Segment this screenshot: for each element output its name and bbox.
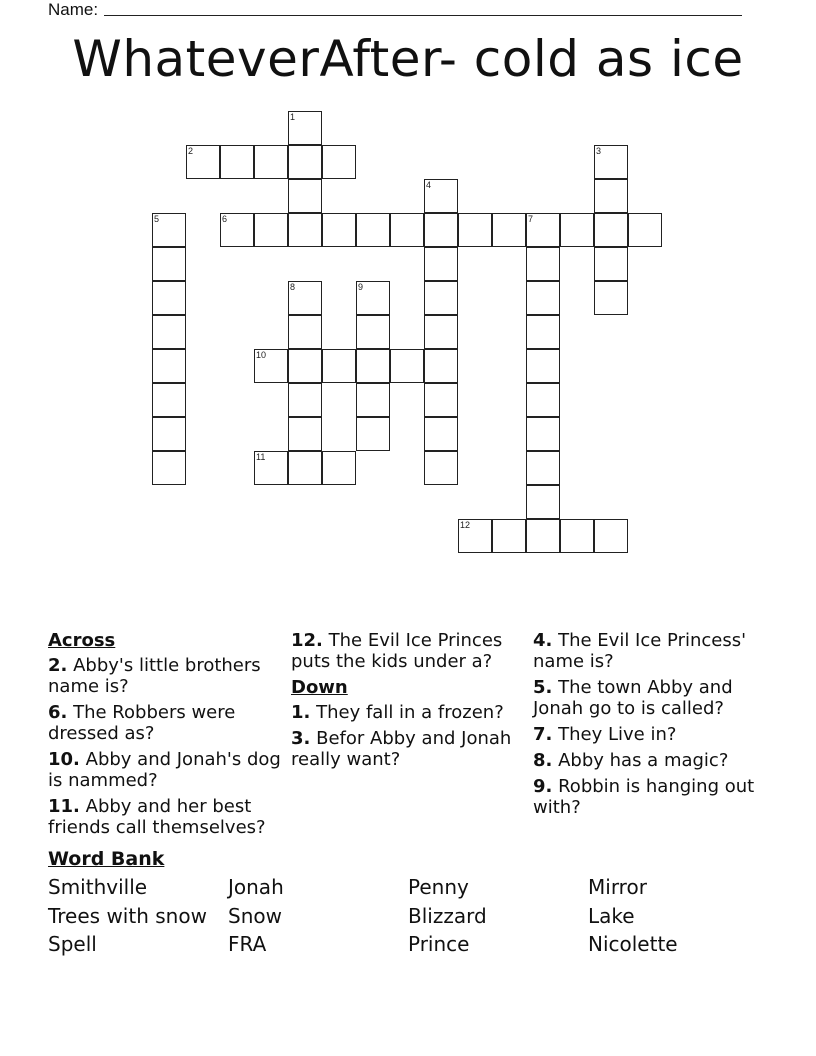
clue-text: Abby's little brothers name is?: [48, 655, 261, 697]
crossword-cell[interactable]: [254, 349, 288, 383]
crossword-cell[interactable]: [152, 417, 186, 451]
clue-number: 6.: [48, 702, 68, 723]
cell-number: 12: [460, 520, 471, 530]
clue-text: They Live in?: [558, 724, 677, 745]
crossword-cell[interactable]: [594, 519, 628, 553]
crossword-cell[interactable]: [526, 451, 560, 485]
cell-number: 3: [596, 146, 602, 156]
crossword-cell[interactable]: [152, 213, 186, 247]
clue-number: 5.: [533, 677, 553, 698]
crossword-cell[interactable]: [356, 349, 390, 383]
crossword-cell[interactable]: [526, 485, 560, 519]
crossword-cell[interactable]: [424, 451, 458, 485]
cell-number: 1: [290, 112, 296, 122]
crossword-cell[interactable]: [322, 213, 356, 247]
clue-number: 3.: [291, 728, 311, 749]
crossword-cell[interactable]: [390, 213, 424, 247]
word-bank-item: Mirror: [588, 875, 647, 899]
crossword-cell[interactable]: [526, 349, 560, 383]
crossword-cell[interactable]: [628, 213, 662, 247]
clue-down-8: [533, 750, 763, 771]
clue-down-7: [533, 724, 763, 745]
word-bank-item: FRA: [228, 932, 267, 956]
clue-text: Abby and her best friends call themselves?: [48, 796, 266, 838]
crossword-cell[interactable]: [254, 145, 288, 179]
clue-across-11: [48, 796, 284, 838]
clue-across-6: [48, 702, 284, 744]
crossword-cell[interactable]: [356, 213, 390, 247]
word-bank-item: Blizzard: [408, 904, 487, 928]
word-bank-item: Prince: [408, 932, 470, 956]
crossword-cell[interactable]: [492, 213, 526, 247]
crossword-cell[interactable]: [594, 281, 628, 315]
crossword-cell[interactable]: [220, 145, 254, 179]
cell-number: 9: [358, 282, 364, 292]
crossword-cell[interactable]: [356, 383, 390, 417]
crossword-cell[interactable]: [322, 451, 356, 485]
clue-across-10: [48, 749, 284, 791]
clue-text: Abby has a magic?: [558, 750, 729, 771]
puzzle-title: WhateverAfter- cold as ice: [72, 30, 744, 88]
crossword-cell[interactable]: [526, 281, 560, 315]
crossword-cell[interactable]: [288, 315, 322, 349]
clue-number: 7.: [533, 724, 553, 745]
crossword-cell[interactable]: [288, 179, 322, 213]
crossword-cell[interactable]: [424, 213, 458, 247]
crossword-cell[interactable]: [458, 213, 492, 247]
word-bank-item: Jonah: [228, 875, 284, 899]
crossword-cell[interactable]: [322, 349, 356, 383]
crossword-cell[interactable]: [526, 315, 560, 349]
cell-number: 8: [290, 282, 296, 292]
crossword-cell[interactable]: [492, 519, 526, 553]
crossword-cell[interactable]: [424, 349, 458, 383]
crossword-cell[interactable]: [594, 179, 628, 213]
word-bank-item: Smithville: [48, 875, 148, 899]
crossword-cell[interactable]: [594, 213, 628, 247]
crossword-cell[interactable]: [152, 451, 186, 485]
name-label: Name:: [48, 0, 99, 19]
crossword-cell[interactable]: [560, 213, 594, 247]
crossword-cell[interactable]: [288, 451, 322, 485]
crossword-cell[interactable]: [152, 281, 186, 315]
clue-number: 9.: [533, 776, 553, 797]
clue-number: 4.: [533, 630, 553, 651]
crossword-cell[interactable]: [390, 349, 424, 383]
clue-text: Abby and Jonah's dog is nammed?: [48, 749, 281, 791]
crossword-cell[interactable]: [254, 213, 288, 247]
crossword-cell[interactable]: [288, 417, 322, 451]
crossword-cell[interactable]: [220, 213, 254, 247]
cell-number: 6: [222, 214, 228, 224]
cell-number: 11: [256, 452, 266, 462]
clue-text: The Evil Ice Princess' name is?: [533, 630, 747, 672]
clue-number: 8.: [533, 750, 553, 771]
word-bank-item: Lake: [588, 904, 635, 928]
crossword-cell[interactable]: [288, 213, 322, 247]
crossword-cell[interactable]: [526, 417, 560, 451]
crossword-cell[interactable]: [526, 383, 560, 417]
word-bank-item: Spell: [48, 932, 97, 956]
clues-column-1: [48, 630, 284, 843]
clue-down-9: [533, 776, 763, 818]
down-heading: Down: [291, 677, 348, 698]
clue-across-12: [291, 630, 521, 672]
crossword-cell[interactable]: [356, 315, 390, 349]
crossword-cell[interactable]: [288, 111, 322, 145]
crossword-cell[interactable]: [594, 145, 628, 179]
crossword-cell[interactable]: [526, 247, 560, 281]
clues-column-2: [291, 630, 521, 775]
cell-number: 10: [256, 350, 267, 360]
cell-number: 2: [188, 146, 194, 156]
clue-number: 12.: [291, 630, 323, 651]
crossword-cell[interactable]: [424, 179, 458, 213]
crossword-cell[interactable]: [356, 417, 390, 451]
crossword-cell[interactable]: [424, 315, 458, 349]
clue-across-2: [48, 655, 284, 697]
crossword-cell[interactable]: [424, 383, 458, 417]
crossword-cell[interactable]: [458, 519, 492, 553]
clue-text: They fall in a frozen?: [316, 702, 504, 723]
crossword-cell[interactable]: [254, 451, 288, 485]
crossword-cell[interactable]: [152, 315, 186, 349]
clue-text: The town Abby and Jonah go to is called?: [533, 677, 733, 719]
crossword-cell[interactable]: [152, 349, 186, 383]
clue-down-5: [533, 677, 763, 719]
crossword-cell[interactable]: [322, 145, 356, 179]
word-bank-item: Snow: [228, 904, 282, 928]
cell-number: 4: [426, 180, 432, 190]
clue-number: 10.: [48, 749, 80, 770]
word-bank-item: Trees with snow: [48, 904, 207, 928]
crossword-cell[interactable]: [288, 281, 322, 315]
clue-number: 11.: [48, 796, 80, 817]
word-bank-heading: Word Bank: [48, 848, 165, 870]
crossword-cell[interactable]: [424, 247, 458, 281]
word-bank-item: Nicolette: [588, 932, 678, 956]
clue-text: The Robbers were dressed as?: [48, 702, 236, 744]
crossword-cell[interactable]: [560, 519, 594, 553]
clue-down-3: [291, 728, 521, 770]
crossword-cell[interactable]: [152, 383, 186, 417]
crossword-cell[interactable]: [356, 281, 390, 315]
clue-number: 1.: [291, 702, 311, 723]
crossword-cell[interactable]: [288, 145, 322, 179]
clue-number: 2.: [48, 655, 68, 676]
clue-down-4: [533, 630, 763, 672]
crossword-cell[interactable]: [594, 247, 628, 281]
clue-text: Befor Abby and Jonah really want?: [291, 728, 512, 770]
cell-number: 5: [154, 214, 160, 224]
clue-text: Robbin is hanging out with?: [533, 776, 755, 818]
clues-column-3: [533, 630, 763, 823]
crossword-cell[interactable]: [288, 383, 322, 417]
word-bank-item: Penny: [408, 875, 469, 899]
crossword-cell[interactable]: [186, 145, 220, 179]
crossword-cell[interactable]: [288, 349, 322, 383]
crossword-cell[interactable]: [152, 247, 186, 281]
clue-text: The Evil Ice Princes puts the kids under a?: [291, 630, 503, 672]
crossword-cell[interactable]: [424, 281, 458, 315]
crossword-cell[interactable]: [526, 519, 560, 553]
across-heading: Across: [48, 630, 116, 651]
cell-number: 7: [528, 214, 534, 224]
clue-down-1: [291, 702, 521, 723]
crossword-cell[interactable]: [526, 213, 560, 247]
crossword-cell[interactable]: [424, 417, 458, 451]
